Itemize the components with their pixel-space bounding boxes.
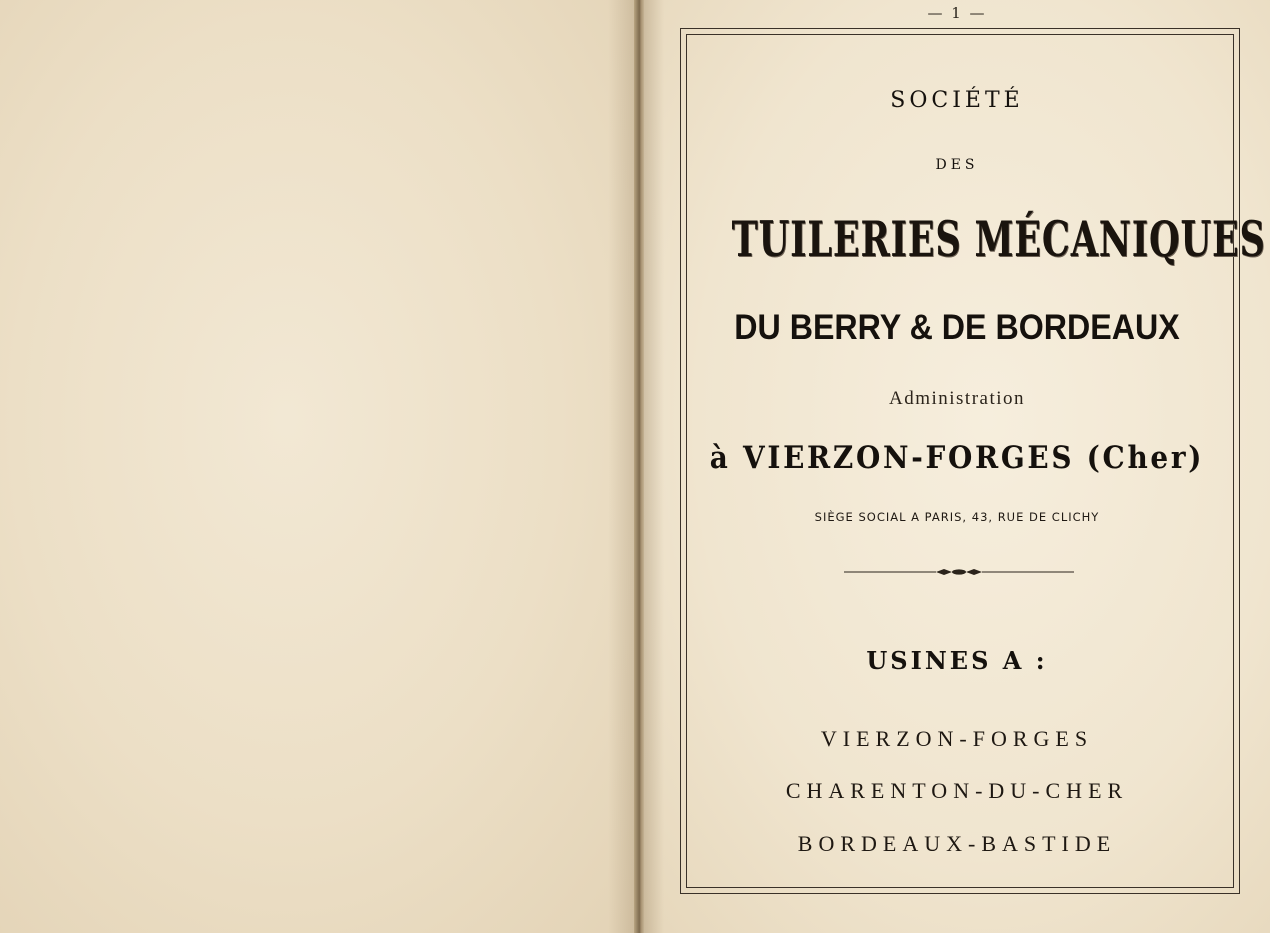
- title-page: [644, 0, 1270, 933]
- page-number: — 1 —: [927, 4, 987, 22]
- head-office-address: SIÈGE SOCIAL A PARIS, 43, RUE DE CLICHY: [814, 510, 1100, 524]
- factory-location: CHARENTON-DU-CHER: [785, 778, 1129, 803]
- factory-location: VIERZON-FORGES: [820, 726, 1094, 751]
- company-type-heading: SOCIÉTÉ: [890, 88, 1024, 113]
- administration-location: à VIERZON-FORGES (Cher): [709, 440, 1205, 476]
- company-region: DU BERRY & DE BORDEAUX: [734, 308, 1180, 347]
- factory-location: BORDEAUX-BASTIDE: [797, 831, 1117, 856]
- company-connector: DES: [935, 157, 979, 173]
- company-name: TUILERIES MÉCANIQUES: [731, 210, 1266, 268]
- factories-heading: USINES A :: [866, 646, 1048, 675]
- ornamental-rule: [844, 566, 1074, 578]
- administration-label: Administration: [888, 388, 1026, 409]
